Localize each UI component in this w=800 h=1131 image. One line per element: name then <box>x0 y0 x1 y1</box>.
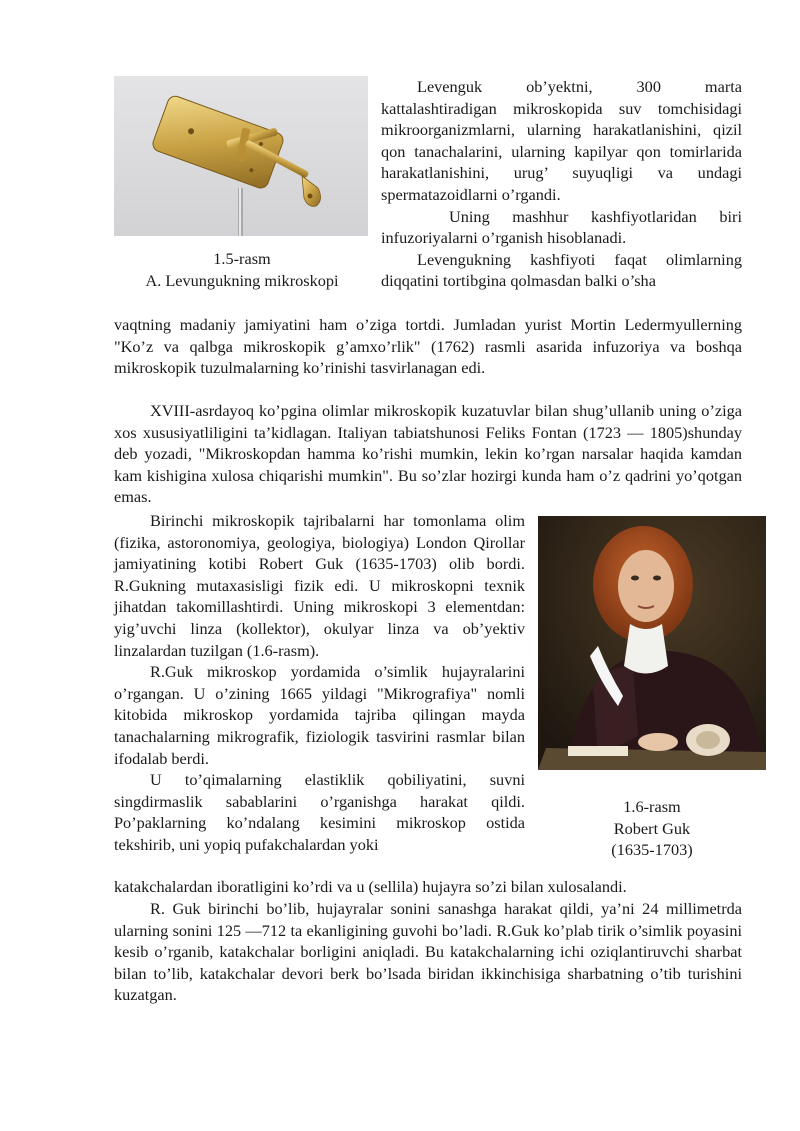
text-column-left-middle <box>114 510 525 856</box>
paragraph-levenguk-observations: Levenguk ob’yektni, 300 marta kattalashtiradigan mikroskopida suv tomchisidagi mikroorganizmlarni, ularning harakatlanishini, qizil qon tanachalarini, ularning kapilyar qon tomirlarida harakatlanishini, urug’ suyuqligi va undagi spermatazoidlarni o’rgandi. <box>381 77 742 204</box>
figure-1-6-number: 1.6-rasm <box>623 797 681 816</box>
paragraph-cork-study-continued: katakchalardan iboratligini ko’rdi va u (sellila) hujayra so’zi bilan xulosalandi. <box>114 877 627 896</box>
paragraph-eighteenth-century: XVIII-asrdayoq ko’pgina olimlar mikroskopik kuzatuvlar bilan shug’ullanib uning o’ziga xos xususiyatliligini ta’kidlagan. Italiyan tabiatshunosi Feliks Fontan (1723 — 1805)shunday deb yozadi, "Mikroskopdan hamma ko’rishi mumkin, lekin ko’rgan narsalar haqida kamdan kam kishigina xulosa chiqarishi mumkin". Bu so’zlar hozirgi kunda ham o’z qadrini yo’qotgan emas. <box>114 401 742 507</box>
figure-1-5-title: A. Levungukning mikroskopi <box>145 270 339 290</box>
leeuwenhoek-microscope-image <box>114 76 368 236</box>
text-block-full-1 <box>114 314 742 379</box>
paragraph-infusoria: Uning mashhur kashfiyotlaridan biri infuzoriyalarni o’rganish hisoblanadi. <box>381 206 742 248</box>
figure-1-5-caption <box>114 248 370 291</box>
figure-1-6-years: (1635-1703) <box>611 840 693 860</box>
paragraph-micrographia: R.Guk mikroskop yordamida o’simlik hujayralarini o’rgangan. U o’zining 1665 yildagi "Mikrografiya" nomli kitobida mikroskop yordamida tajriba qilingan mayda tanachalarning mikrografik, fiziologik tasvirini rasmlar bilan ifodalab berdi. <box>114 662 525 768</box>
text-block-full-2 <box>114 400 742 508</box>
figure-1-5-number: 1.5-rasm <box>213 249 271 268</box>
text-block-full-4 <box>114 898 742 1006</box>
text-block-full-3 <box>114 876 742 898</box>
paragraph-robert-hooke: Birinchi mikroskopik tajribalarni har tomonlama olim (fizika, astoronomiya, geologiya, biologiya) London Qirollar jamiyatining kotibi Robert Guk (1635-1703) olib bordi. R.Gukning mutaxasisligi fizik edi. U mikroskopni texnik jihatdan takomillashtirdi. Uning mikroskopi 3 elementdan: yig’uvchi linza (kollektor), okulyar linza va ob’yektiv linzalardan tuzilgan (1.6-rasm). <box>114 511 525 660</box>
paragraph-discovery-start: Levengukning kashfiyoti faqat olimlarning diqqatini tortibgina qolmasdan balki o’sha <box>381 249 742 291</box>
robert-hooke-portrait-image <box>538 516 766 770</box>
paragraph-cork-study-start: U to’qimalarning elastiklik qobiliyatini, suvni singdirmaslik sabablarini o’rganishga harakat qildi. Po’paklarning ko’ndalang kesimini mikroskop ostida tekshirib, uni yopiq pufakchalardan yoki <box>114 770 525 854</box>
figure-1-6-caption <box>566 796 738 861</box>
paragraph-discovery-continued: vaqtning madaniy jamiyatini ham o’ziga tortdi. Jumladan yurist Mortin Ledermyullerning "Ko’z va qalbga mikroskopik g’amxo’rlik" (1762) rasmli asarida infuzoriya va boshqa mikroskopik tuzulmalarning ko’rinishi tasvirlanagan edi. <box>114 315 742 378</box>
figure-1-6-name: Robert Guk <box>613 818 691 838</box>
paragraph-cell-counting: R. Guk birinchi bo’lib, hujayralar sonini sanashga harakat qildi, ya’ni 24 millimetrda ularning sonini 125 —712 ta ekanligining guvohi bo’ladi. R.Guk ko’plab tirik o’simlik poyasini kesib o’rganib, katakchalar borligini aniqladi. Bu katakchalarning ichi oziqlantiruvchi sharbat bilan to’lib, katakchalar devori berk bo’lsada biridan ikkinchisiga sharbatning o’tib turishini kuzatgan. <box>114 899 742 1005</box>
text-column-right-top <box>381 76 742 292</box>
